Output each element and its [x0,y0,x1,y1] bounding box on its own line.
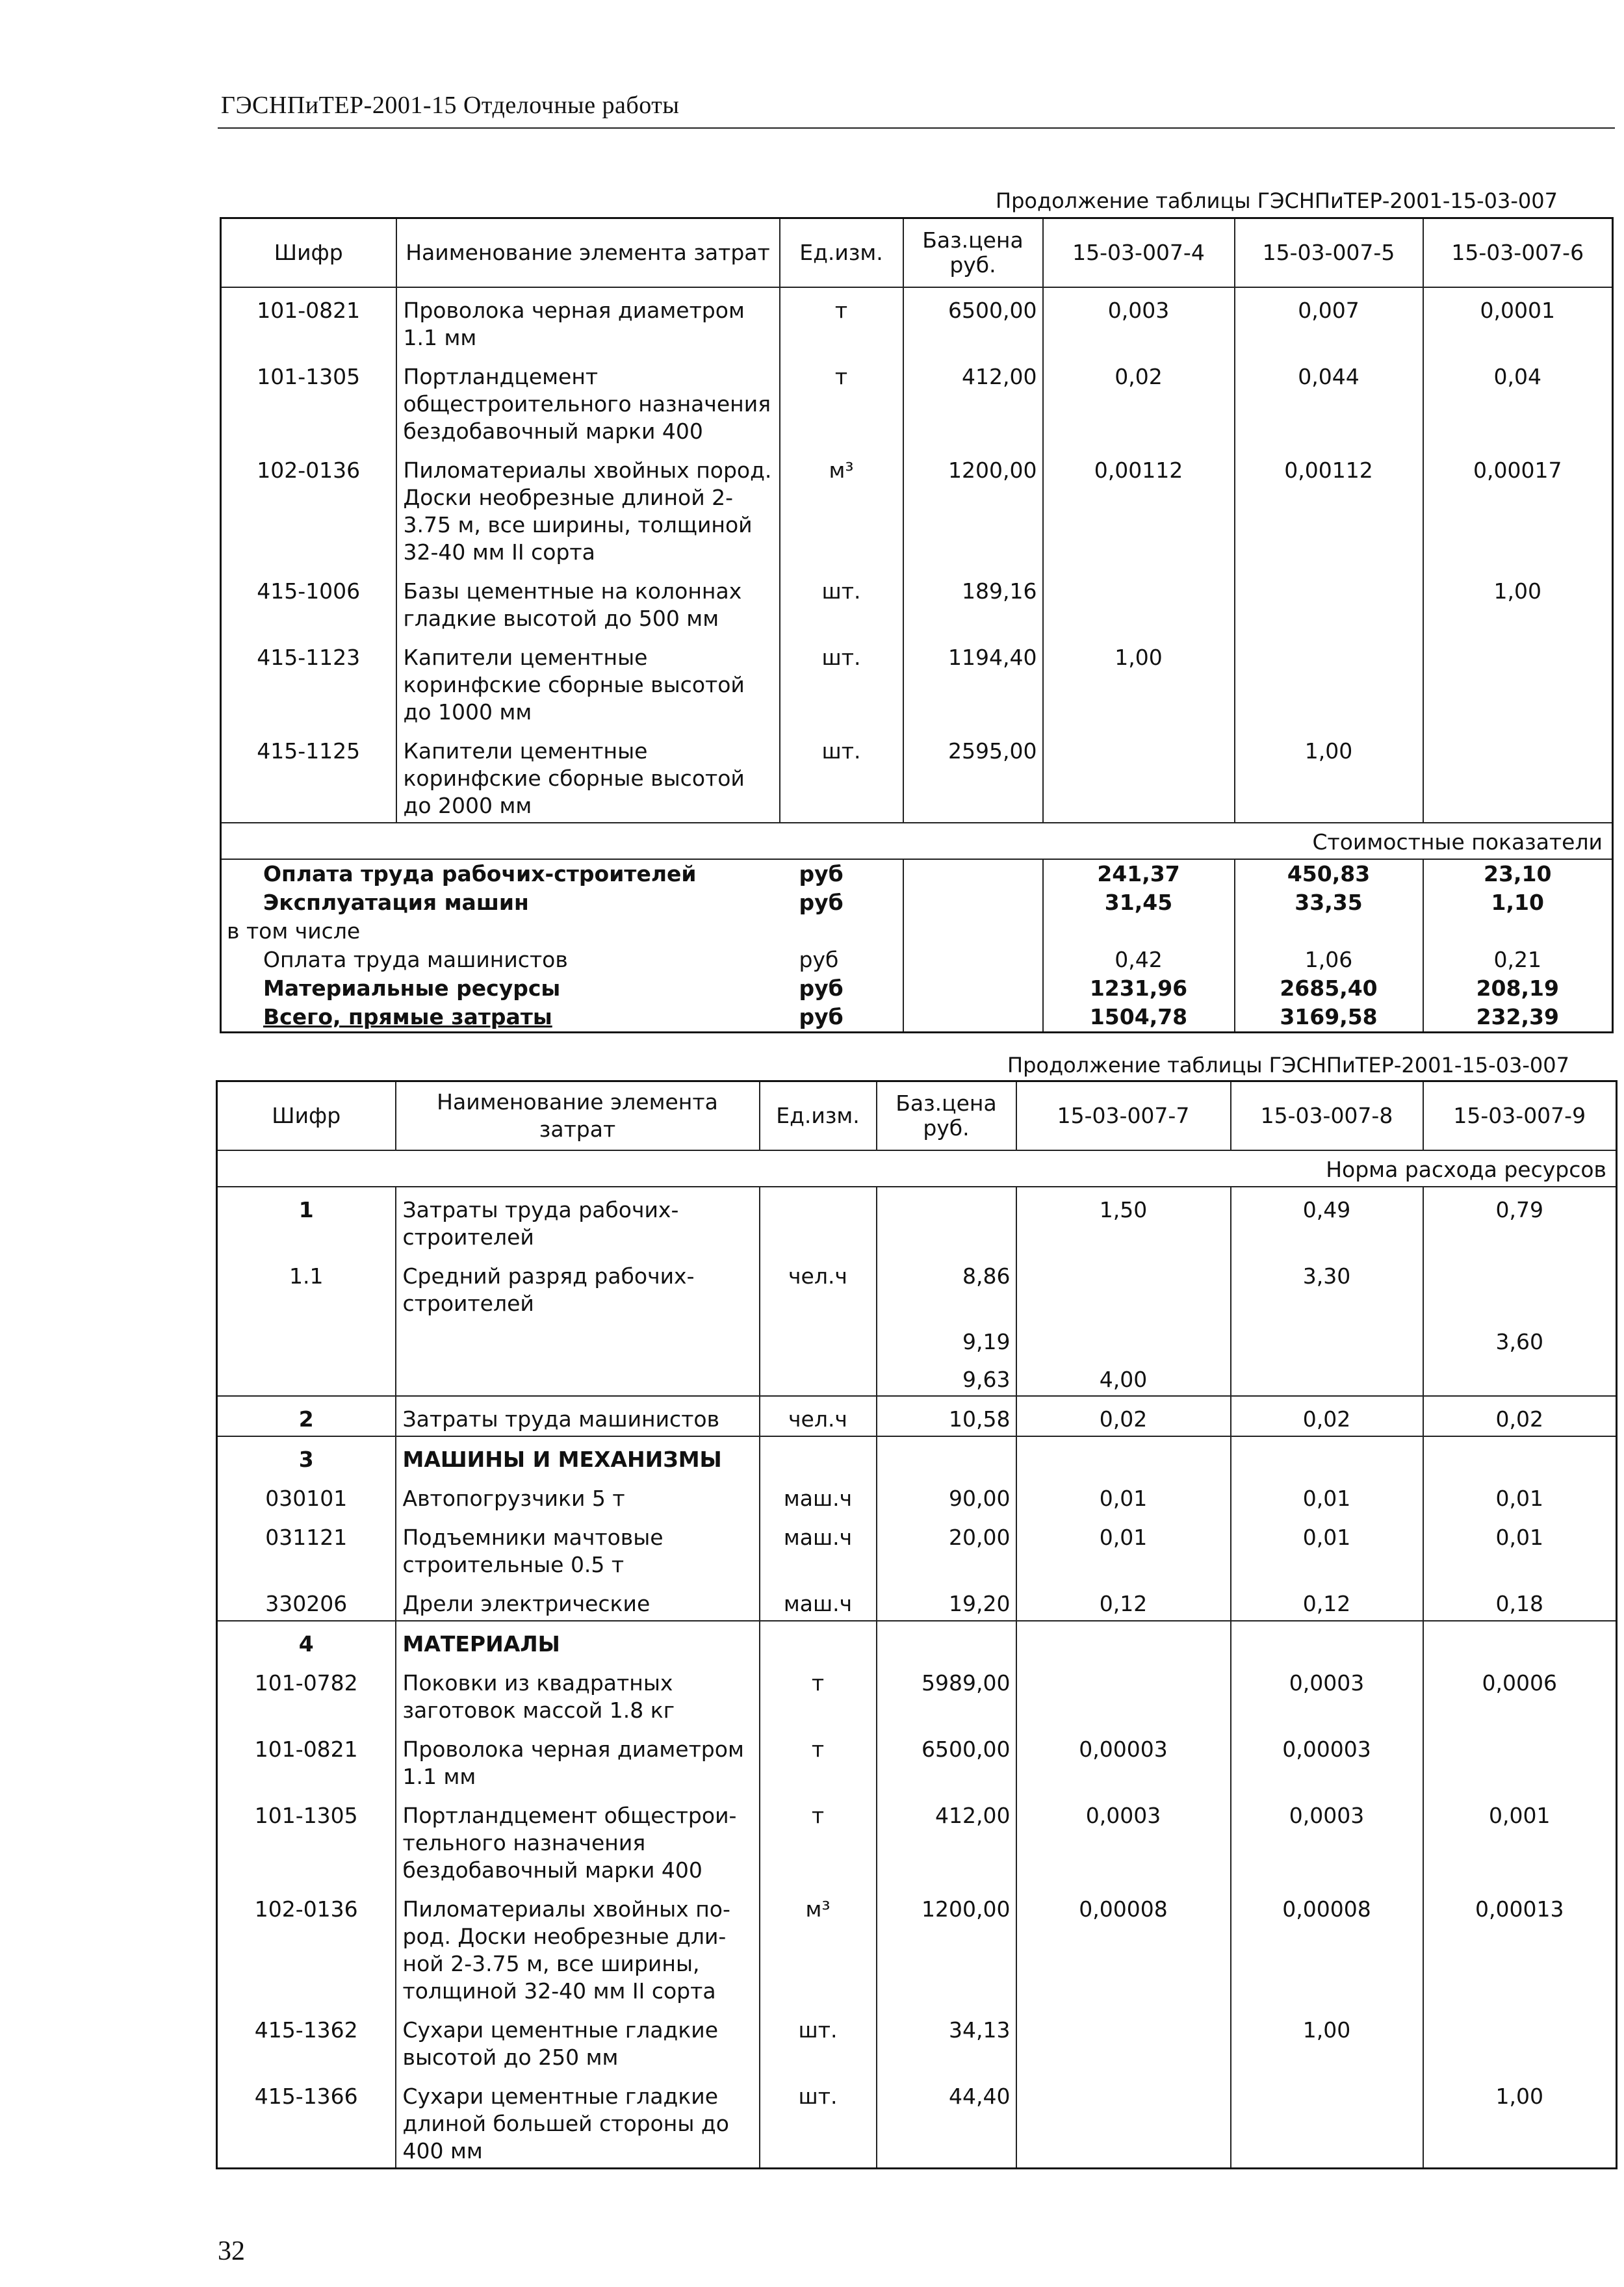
summary-label: в том числе [227,918,361,944]
cell-norm-2 [1231,1320,1423,1358]
cell-norm-3: 0,18 [1423,1581,1617,1621]
summary-unit [780,917,903,946]
cell-unit [760,1436,877,1476]
table-row [217,1254,1617,1320]
table2-header-row [217,1081,1617,1151]
table1-header-row [221,218,1613,288]
cell-unit [760,1187,877,1254]
cell-code [217,1320,396,1358]
cell-price: 6500,00 [877,1727,1016,1793]
cell-norm-2 [1231,1436,1423,1476]
cell-code: 101-0821 [217,1727,396,1793]
summary-value-1: 31,45 [1043,888,1235,917]
cell-price: 19,20 [877,1581,1016,1621]
cell-norm-3 [1423,1727,1617,1793]
cell-norm-1: 0,12 [1016,1581,1231,1621]
cell-unit [760,1621,877,1660]
cell-norm-2: 1,00 [1235,729,1423,823]
cell-code: 101-0821 [221,287,396,354]
cell-unit: шт. [780,635,903,729]
table-row [217,1793,1617,1887]
table-row [217,1727,1617,1793]
cell-price: 2595,00 [903,729,1043,823]
cell-name: Автопогрузчики 5 т [396,1476,760,1515]
cell-code: 031121 [217,1515,396,1581]
header-rule [218,127,1615,129]
summary-value-3 [1423,917,1613,946]
summary-unit: руб [780,974,903,1003]
resource-table-1 [220,217,1614,1033]
cell-norm-3 [1423,1358,1617,1396]
cell-unit: т [780,287,903,354]
cell-norm-1 [1016,1254,1231,1320]
cell-norm-1: 0,02 [1016,1396,1231,1436]
cell-unit: маш.ч [760,1581,877,1621]
cell-norm-2 [1231,1358,1423,1396]
cell-code: 415-1123 [221,635,396,729]
summary-row [221,859,1613,888]
table-row [217,1358,1617,1396]
cell-norm-2: 0,01 [1231,1476,1423,1515]
cell-norm-3 [1423,2008,1617,2074]
summary-unit: руб [780,888,903,917]
summary-value-1: 241,37 [1043,859,1235,888]
col-header-price: Баз.цена руб. [903,218,1043,288]
cell-code: 101-0782 [217,1660,396,1727]
summary-price-empty [903,946,1043,974]
summary-value-1 [1043,917,1235,946]
cell-name: Проволока черная диаметром 1.1 мм [396,287,780,354]
summary-value-1: 0,42 [1043,946,1235,974]
col-header-unit: Ед.изм. [760,1081,877,1151]
summary-value-1: 1231,96 [1043,974,1235,1003]
cell-name [396,1358,760,1396]
summary-label: Материальные ресурсы [263,976,561,1001]
cell-norm-1: 0,00112 [1043,448,1235,569]
table-row [217,1887,1617,2008]
cell-norm-3: 1,00 [1423,569,1613,635]
cell-name: Затраты труда машинистов [396,1396,760,1436]
cell-price: 412,00 [877,1793,1016,1887]
cell-norm-3: 0,01 [1423,1476,1617,1515]
cell-norm-2: 0,0003 [1231,1793,1423,1887]
cell-norm-1: 4,00 [1016,1358,1231,1396]
cell-name: Дрели электрические [396,1581,760,1621]
cell-norm-1: 0,0003 [1016,1793,1231,1887]
cell-norm-1 [1016,2074,1231,2169]
table-row [221,448,1613,569]
cell-price: 1200,00 [877,1887,1016,2008]
page-number: 32 [218,2236,245,2266]
cell-name: Базы цементные на колоннах гладкие высотой до 500 мм [396,569,780,635]
cell-code: 102-0136 [221,448,396,569]
table-row [217,1581,1617,1621]
cell-unit: т [760,1727,877,1793]
summary-price-empty [903,974,1043,1003]
cell-price [877,1436,1016,1476]
cell-norm-3: 0,79 [1423,1187,1617,1254]
cell-norm-1: 1,00 [1043,635,1235,729]
cell-norm-3: 0,01 [1423,1515,1617,1581]
cell-norm-2: 0,00008 [1231,1887,1423,2008]
cell-code: 102-0136 [217,1887,396,2008]
table-row [217,1320,1617,1358]
summary-value-3: 208,19 [1423,974,1613,1003]
table-row [221,635,1613,729]
col-header-price: Баз.цена руб. [877,1081,1016,1151]
cell-code: 415-1362 [217,2008,396,2074]
cell-norm-3 [1423,1621,1617,1660]
summary-row [221,974,1613,1003]
cell-unit: маш.ч [760,1476,877,1515]
col-header-code: Шифр [217,1081,396,1151]
col-header-norm-2: 15-03-007-8 [1231,1081,1423,1151]
cell-code: 2 [217,1396,396,1436]
col-header-norm-3: 15-03-007-6 [1423,218,1613,288]
summary-label: Всего, прямые затраты [263,1004,552,1029]
cell-unit: м³ [760,1887,877,2008]
cell-norm-2: 3,30 [1231,1254,1423,1320]
col-header-name: Наименование элемента затрат [396,218,780,288]
table-row [217,1187,1617,1254]
section-label-cost-indicators: Стоимостные показатели [221,823,1613,859]
table-row [217,1660,1617,1727]
cell-name: МАШИНЫ И МЕХАНИЗМЫ [396,1436,760,1476]
summary-value-3: 0,21 [1423,946,1613,974]
table-row [217,1621,1617,1660]
cell-norm-3 [1423,1254,1617,1320]
cell-norm-1 [1016,2008,1231,2074]
cell-name: Пиломатериалы хвойных по-род. Доски необрезные дли-ной 2-3.75 м, все ширины, толщиной 32-40 мм II сорта [396,1887,760,2008]
summary-row [221,1003,1613,1033]
cell-name: Портландцемент общестрои-тельного назначения бездобавочный марки 400 [396,1793,760,1887]
cell-name: Средний разряд рабочих-строителей [396,1254,760,1320]
cell-norm-3: 0,02 [1423,1396,1617,1436]
summary-label: Оплата труда рабочих-строителей [221,859,780,888]
summary-label: Эксплуатация машин [263,890,529,915]
cell-norm-2: 0,00112 [1235,448,1423,569]
cell-code: 415-1006 [221,569,396,635]
cell-norm-2: 0,12 [1231,1581,1423,1621]
summary-value-1: 1504,78 [1043,1003,1235,1033]
summary-value-3: 232,39 [1423,1003,1613,1033]
cell-price: 1194,40 [903,635,1043,729]
cell-unit: чел.ч [760,1396,877,1436]
cell-unit: т [760,1660,877,1727]
summary-price-empty [903,859,1043,888]
summary-price-empty [903,917,1043,946]
summary-row [221,946,1613,974]
cell-code: 330206 [217,1581,396,1621]
table-row [217,1515,1617,1581]
cell-norm-2 [1235,635,1423,729]
cell-norm-3: 0,04 [1423,354,1613,448]
cell-unit: чел.ч [760,1254,877,1320]
cell-norm-3: 1,00 [1423,2074,1617,2169]
summary-unit: руб [780,859,903,888]
summary-row [221,917,1613,946]
table-row [221,729,1613,823]
cell-unit: т [760,1793,877,1887]
cell-price: 189,16 [903,569,1043,635]
cell-norm-1: 0,00003 [1016,1727,1231,1793]
cell-norm-2: 0,0003 [1231,1660,1423,1727]
cell-price [877,1621,1016,1660]
table1-section-row [221,823,1613,859]
col-header-norm-3: 15-03-007-9 [1423,1081,1617,1151]
col-header-name: Наименование элемента затрат [396,1081,760,1151]
cell-norm-3: 0,00017 [1423,448,1613,569]
cell-norm-1: 0,003 [1043,287,1235,354]
cell-price: 20,00 [877,1515,1016,1581]
cell-name: Капители цементные коринфские сборные высотой до 2000 мм [396,729,780,823]
table-row [221,354,1613,448]
resource-table-2 [216,1080,1618,2169]
cell-unit [760,1358,877,1396]
cell-norm-1: 0,01 [1016,1515,1231,1581]
cell-norm-2: 0,007 [1235,287,1423,354]
cell-norm-1 [1043,729,1235,823]
cell-name: Подъемники мачтовые строительные 0.5 т [396,1515,760,1581]
cell-norm-1: 0,00008 [1016,1887,1231,2008]
cell-price [877,1187,1016,1254]
summary-value-2: 33,35 [1235,888,1423,917]
cell-norm-2: 0,01 [1231,1515,1423,1581]
cell-norm-3 [1423,729,1613,823]
cell-norm-1 [1016,1436,1231,1476]
table-row [217,2074,1617,2169]
cell-unit: шт. [760,2074,877,2169]
cell-unit: шт. [760,2008,877,2074]
col-header-unit: Ед.изм. [780,218,903,288]
cell-price: 8,86 [877,1254,1016,1320]
table1-caption: Продолжение таблицы ГЭСНПиТЕР-2001-15-03-007 [996,188,1558,213]
cell-norm-1 [1016,1660,1231,1727]
cell-norm-1 [1016,1621,1231,1660]
cell-norm-2 [1231,2074,1423,2169]
col-header-norm-2: 15-03-007-5 [1235,218,1423,288]
col-header-norm-1: 15-03-007-7 [1016,1081,1231,1151]
cell-unit: м³ [780,448,903,569]
cell-norm-1 [1043,569,1235,635]
cell-norm-3 [1423,1436,1617,1476]
cell-norm-2 [1231,1621,1423,1660]
cell-price: 6500,00 [903,287,1043,354]
summary-unit: руб [780,1003,903,1033]
col-header-norm-1: 15-03-007-4 [1043,218,1235,288]
cell-code: 030101 [217,1476,396,1515]
cell-name: Сухари цементные гладкие высотой до 250 мм [396,2008,760,2074]
cell-code: 101-1305 [217,1793,396,1887]
cell-name: Пиломатериалы хвойных пород. Доски необрезные длиной 2-3.75 м, все ширины, толщиной 32-40 мм II сорта [396,448,780,569]
table2-section-row [217,1150,1617,1187]
cell-code: 415-1366 [217,2074,396,2169]
cell-unit: т [780,354,903,448]
cell-norm-2 [1235,569,1423,635]
summary-value-3: 1,10 [1423,888,1613,917]
summary-label: Оплата труда машинистов [263,947,568,972]
table-row [217,1396,1617,1436]
cell-norm-1: 0,02 [1043,354,1235,448]
cell-unit: шт. [780,569,903,635]
summary-price-empty [903,888,1043,917]
cell-price: 1200,00 [903,448,1043,569]
cell-price: 9,19 [877,1320,1016,1358]
cell-price: 412,00 [903,354,1043,448]
cell-code: 4 [217,1621,396,1660]
cell-name: Капители цементные коринфские сборные высотой до 1000 мм [396,635,780,729]
cell-norm-3: 0,00013 [1423,1887,1617,2008]
cell-norm-2: 0,02 [1231,1396,1423,1436]
cell-norm-2: 0,044 [1235,354,1423,448]
cell-unit [760,1320,877,1358]
cell-name: Затраты труда рабочих-строителей [396,1187,760,1254]
document-header-title: ГЭСНПиТЕР-2001-15 Отделочные работы [221,92,680,119]
cell-price: 5989,00 [877,1660,1016,1727]
cell-code: 1.1 [217,1254,396,1320]
cell-code [217,1358,396,1396]
cell-name: Портландцемент общестроительного назначения бездобавочный марки 400 [396,354,780,448]
cell-norm-1: 1,50 [1016,1187,1231,1254]
cell-name: Проволока черная диаметром 1.1 мм [396,1727,760,1793]
table-row [221,287,1613,354]
cell-norm-3: 0,0006 [1423,1660,1617,1727]
summary-value-2: 450,83 [1235,859,1423,888]
section-label-resource-norm: Норма расхода ресурсов [217,1150,1617,1187]
cell-norm-3: 3,60 [1423,1320,1617,1358]
cell-price: 90,00 [877,1476,1016,1515]
summary-value-2 [1235,917,1423,946]
cell-name: Поковки из квадратных заготовок массой 1.8 кг [396,1660,760,1727]
cell-norm-3 [1423,635,1613,729]
cell-price: 9,63 [877,1358,1016,1396]
cell-unit: маш.ч [760,1515,877,1581]
cell-code: 101-1305 [221,354,396,448]
summary-value-2: 3169,58 [1235,1003,1423,1033]
cell-price: 34,13 [877,2008,1016,2074]
cell-price: 10,58 [877,1396,1016,1436]
cell-norm-1 [1016,1320,1231,1358]
col-header-code: Шифр [221,218,396,288]
cell-price: 44,40 [877,2074,1016,2169]
summary-row [221,888,1613,917]
cell-name: Сухари цементные гладкие длиной большей стороны до 400 мм [396,2074,760,2169]
table2-caption: Продолжение таблицы ГЭСНПиТЕР-2001-15-03-007 [1007,1053,1569,1078]
cell-norm-2: 0,00003 [1231,1727,1423,1793]
summary-value-2: 2685,40 [1235,974,1423,1003]
cell-norm-2: 1,00 [1231,2008,1423,2074]
cell-code: 415-1125 [221,729,396,823]
table-row [221,569,1613,635]
cell-norm-2: 0,49 [1231,1187,1423,1254]
cell-norm-3: 0,001 [1423,1793,1617,1887]
table-row [217,2008,1617,2074]
cell-name: МАТЕРИАЛЫ [396,1621,760,1660]
summary-price-empty [903,1003,1043,1033]
summary-value-2: 1,06 [1235,946,1423,974]
cell-name [396,1320,760,1358]
table-row [217,1436,1617,1476]
cell-code: 1 [217,1187,396,1254]
cell-norm-1: 0,01 [1016,1476,1231,1515]
cell-code: 3 [217,1436,396,1476]
summary-value-3: 23,10 [1423,859,1613,888]
table-row [217,1476,1617,1515]
cell-unit: шт. [780,729,903,823]
summary-unit: руб [780,946,903,974]
cell-norm-3: 0,0001 [1423,287,1613,354]
